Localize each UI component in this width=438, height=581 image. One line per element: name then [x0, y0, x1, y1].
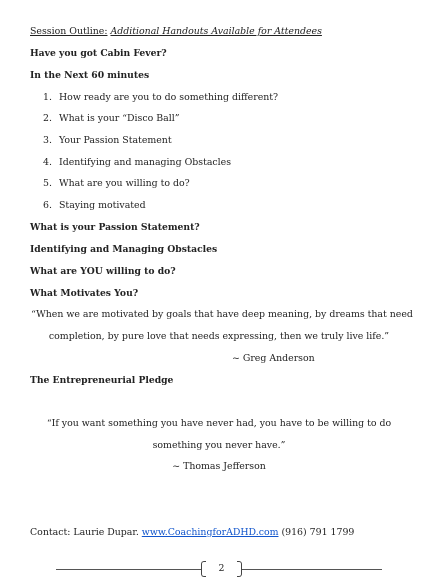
heading-motivates: What Motivates You?: [30, 288, 139, 299]
jefferson-quote-line-2: something you never have.”: [152, 440, 286, 451]
agenda-text: Staying motivated: [59, 200, 146, 211]
jefferson-quote-author: ~ Thomas Jefferson: [172, 461, 266, 472]
agenda-item-4: [38, 157, 231, 169]
agenda-text: What is your “Disco Ball”: [59, 113, 180, 124]
contact-label: Contact: Laurie Dupar.: [30, 527, 139, 538]
anderson-quote-line-2: completion, by pure love that needs expressing, then we truly live life.”: [48, 331, 390, 342]
heading-cabin-fever: Have you got Cabin Fever?: [30, 48, 167, 59]
heading-obstacles: Identifying and Managing Obstacles: [30, 244, 218, 255]
header-prefix: Session Outline:: [30, 26, 108, 37]
agenda-number: 1.: [43, 92, 52, 103]
session-outline-header: [30, 26, 322, 38]
agenda-text: What are you willing to do?: [59, 178, 190, 189]
agenda-text: Identifying and managing Obstacles: [59, 157, 232, 168]
heading-next-60: In the Next 60 minutes: [30, 70, 150, 81]
heading-entrepreneurial-pledge: The Entrepreneurial Pledge: [30, 375, 174, 386]
agenda-item-5: [38, 178, 190, 190]
agenda-number: 2.: [43, 113, 52, 124]
heading-willing: What are YOU willing to do?: [30, 266, 176, 277]
agenda-number: 4.: [43, 157, 52, 168]
agenda-text: Your Passion Statement: [59, 135, 172, 146]
agenda-number: 6.: [43, 200, 52, 211]
contact-line: [30, 527, 354, 539]
agenda-item-6: [38, 200, 146, 212]
heading-passion-statement: What is your Passion Statement?: [30, 222, 200, 233]
anderson-quote-line-1: “When we are motivated by goals that have deep meaning, by dreams that need: [31, 309, 413, 320]
agenda-item-3: [38, 135, 172, 147]
agenda-text: How ready are you to do something different?: [59, 92, 279, 103]
coaching-website-link[interactable]: www.CoachingforADHD.com: [141, 527, 279, 538]
footer-rule-right: [242, 569, 382, 570]
footer-rule-left: [56, 569, 201, 570]
agenda-number: 3.: [43, 135, 52, 146]
header-suffix: Additional Handouts Available for Attendees: [110, 26, 322, 37]
page-number: 2: [218, 563, 225, 574]
agenda-item-1: [38, 92, 278, 104]
contact-phone: (916) 791 1799: [281, 527, 355, 538]
agenda-number: 5.: [43, 178, 52, 189]
agenda-item-2: [38, 113, 180, 125]
jefferson-quote-line-1: “If you want something you have never had, you have to be willing to do: [46, 418, 392, 429]
anderson-quote-author: ~ Greg Anderson: [232, 353, 315, 364]
